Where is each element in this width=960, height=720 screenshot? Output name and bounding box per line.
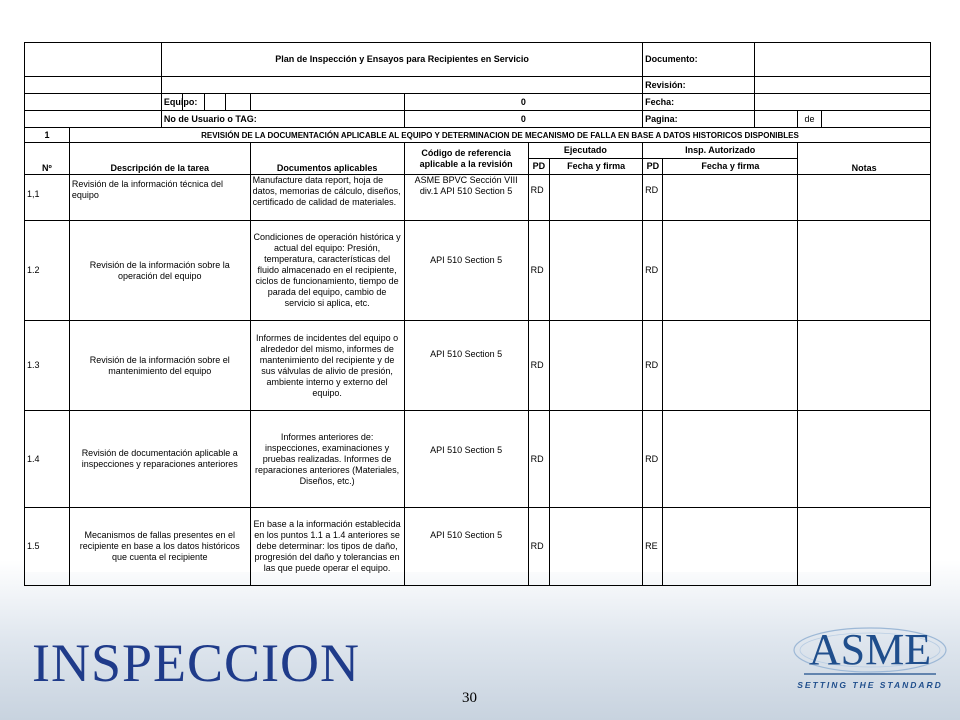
row-pd-insp[interactable]: RD: [643, 221, 663, 321]
slide-title: INSPECCION: [32, 633, 361, 693]
row-pd-insp[interactable]: RE: [643, 508, 663, 586]
row-code: API 510 Section 5: [404, 508, 528, 586]
row-pd-insp[interactable]: RD: [643, 321, 663, 411]
row-fecha-insp[interactable]: [663, 321, 798, 411]
row-code: API 510 Section 5: [404, 221, 528, 321]
section-number: 1: [25, 128, 70, 143]
row-pd-ejecutado[interactable]: RD: [528, 411, 549, 508]
fecha-label: Fecha:: [643, 94, 755, 111]
table-row: [25, 411, 931, 508]
revision-label: Revisión:: [643, 77, 755, 94]
equipo-grid-4: [250, 94, 404, 111]
header-blank-cell-4: [25, 111, 162, 128]
pagina-value[interactable]: [755, 111, 798, 128]
row-fecha-ejecutado[interactable]: [550, 221, 643, 321]
row-description: Revisión de documentación aplicable a inspecciones y reparaciones anteriores: [69, 411, 250, 508]
row-fecha-ejecutado[interactable]: [550, 411, 643, 508]
row-code: API 510 Section 5: [404, 411, 528, 508]
table-row: [25, 321, 931, 411]
row-code: API 510 Section 5: [404, 321, 528, 411]
de-label: de: [798, 111, 822, 128]
pagina-total[interactable]: [821, 111, 930, 128]
inspection-plan-sheet: [24, 42, 931, 572]
header-blank-cell: [25, 43, 162, 77]
fecha-value[interactable]: [755, 94, 931, 111]
column-header-docs: Documentos aplicables: [250, 143, 404, 175]
row-documents: Condiciones de operación histórica y actual del equipo: Presión, temperatura, características del fluido almacenado en el recipiente, ciclos de funcionamiento, tiempo de parada del equipo, cambio de servicio si aplica, etc.: [250, 221, 404, 321]
row-pd-insp[interactable]: RD: [643, 411, 663, 508]
row-notas[interactable]: [798, 508, 931, 586]
page-number: 30: [462, 690, 477, 706]
revision-value[interactable]: [755, 77, 931, 94]
row-fecha-ejecutado[interactable]: [550, 508, 643, 586]
row-notas[interactable]: [798, 175, 931, 221]
logo-tagline: SETTING THE STANDARD: [797, 680, 943, 690]
row-number: 1.4: [25, 411, 70, 508]
column-header-codigo-line1: Código de referencia: [421, 147, 511, 158]
equipo-value[interactable]: 0: [404, 94, 643, 111]
row-code: ASME BPVC Sección VIII div.1 API 510 Section 5: [404, 175, 528, 221]
row-fecha-insp[interactable]: [663, 508, 798, 586]
row-documents: Informes anteriores de: inspecciones, examinaciones y pruebas realizadas. Informes de reparaciones anteriores (Materiales, Diseños, etc.): [250, 411, 404, 508]
equipo-label: Equipo:: [161, 94, 182, 111]
column-header-num: Nº: [25, 143, 70, 175]
usuario-label: No de Usuario o TAG:: [161, 111, 404, 128]
row-pd-ejecutado[interactable]: RD: [528, 508, 549, 586]
column-header-pd-ejecutado: PD: [528, 159, 549, 175]
row-description: Mecanismos de fallas presentes en el recipiente en base a los datos históricos que cuenta el recipiente: [69, 508, 250, 586]
row-fecha-ejecutado[interactable]: [550, 175, 643, 221]
row-description: Revisión de la información sobre la operación del equipo: [69, 221, 250, 321]
row-number: 1.2: [25, 221, 70, 321]
equipo-grid-2: [204, 94, 225, 111]
documento-value[interactable]: [755, 43, 931, 77]
column-header-pd-insp: PD: [643, 159, 663, 175]
column-header-codigo-line2: aplicable a la revisión: [419, 158, 513, 169]
row-pd-insp[interactable]: RD: [643, 175, 663, 221]
row-pd-ejecutado[interactable]: RD: [528, 221, 549, 321]
row-fecha-insp[interactable]: [663, 221, 798, 321]
row-fecha-insp[interactable]: [663, 411, 798, 508]
row-fecha-insp[interactable]: [663, 175, 798, 221]
pagina-label: Pagina:: [643, 111, 755, 128]
row-description: Revisión de la información sobre el mantenimiento del equipo: [69, 321, 250, 411]
row-documents: En base a la información establecida en los puntos 1.1 a 1.4 anteriores se debe determinar: los tipos de daño, progresión del daño y tolerancias en las que puede operar el equipo.: [250, 508, 404, 586]
row-documents: Informes de incidentes del equipo o alrededor del mismo, informes de mantenimiento del recipiente y de sus válvulas de alivio de presión, ambiente interno y externo del equipo.: [250, 321, 404, 411]
table-row: [25, 175, 931, 221]
row-number: 1.5: [25, 508, 70, 586]
header-blank-cell-3: [25, 94, 162, 111]
row-number: 1,1: [25, 175, 70, 221]
row-fecha-ejecutado[interactable]: [550, 321, 643, 411]
section-title: REVISIÓN DE LA DOCUMENTACIÓN APLICABLE AL EQUIPO Y DETERMINACION DE MECANISMO DE FALLA EN BASE A DATOS HISTORICOS DISPONIBLES: [69, 128, 930, 143]
column-header-fecha-insp: Fecha y firma: [663, 159, 798, 175]
asme-logo: [790, 616, 950, 696]
row-documents: Manufacture data report, hoja de datos, memorias de cálculo, diseños, certificado de calidad de materiales.: [250, 175, 404, 221]
logo-wordmark: ASME: [808, 625, 932, 674]
header-blank-cell-2: [25, 77, 162, 94]
row-notas[interactable]: [798, 411, 931, 508]
usuario-value[interactable]: 0: [404, 111, 643, 128]
row-description: Revisión de la información técnica del equipo: [69, 175, 250, 221]
row-notas[interactable]: [798, 221, 931, 321]
column-header-desc: Descripción de la tarea: [69, 143, 250, 175]
row-number: 1.3: [25, 321, 70, 411]
column-header-fecha-ejecutado: Fecha y firma: [550, 159, 643, 175]
column-header-notas: Notas: [798, 143, 931, 175]
equipo-grid-3: [226, 94, 251, 111]
row-pd-ejecutado[interactable]: RD: [528, 321, 549, 411]
row-pd-ejecutado[interactable]: RD: [528, 175, 549, 221]
table-row: [25, 221, 931, 321]
inspection-plan-table: [24, 42, 931, 586]
documento-label: Documento:: [643, 43, 755, 77]
table-row: [25, 508, 931, 586]
column-header-codigo: [404, 143, 528, 175]
column-header-insp: Insp. Autorizado: [643, 143, 798, 159]
row-notas[interactable]: [798, 321, 931, 411]
document-title: Plan de Inspección y Ensayos para Recipientes en Servicio: [161, 43, 642, 77]
column-header-ejecutado: Ejecutado: [528, 143, 643, 159]
title-spacer: [161, 77, 642, 94]
